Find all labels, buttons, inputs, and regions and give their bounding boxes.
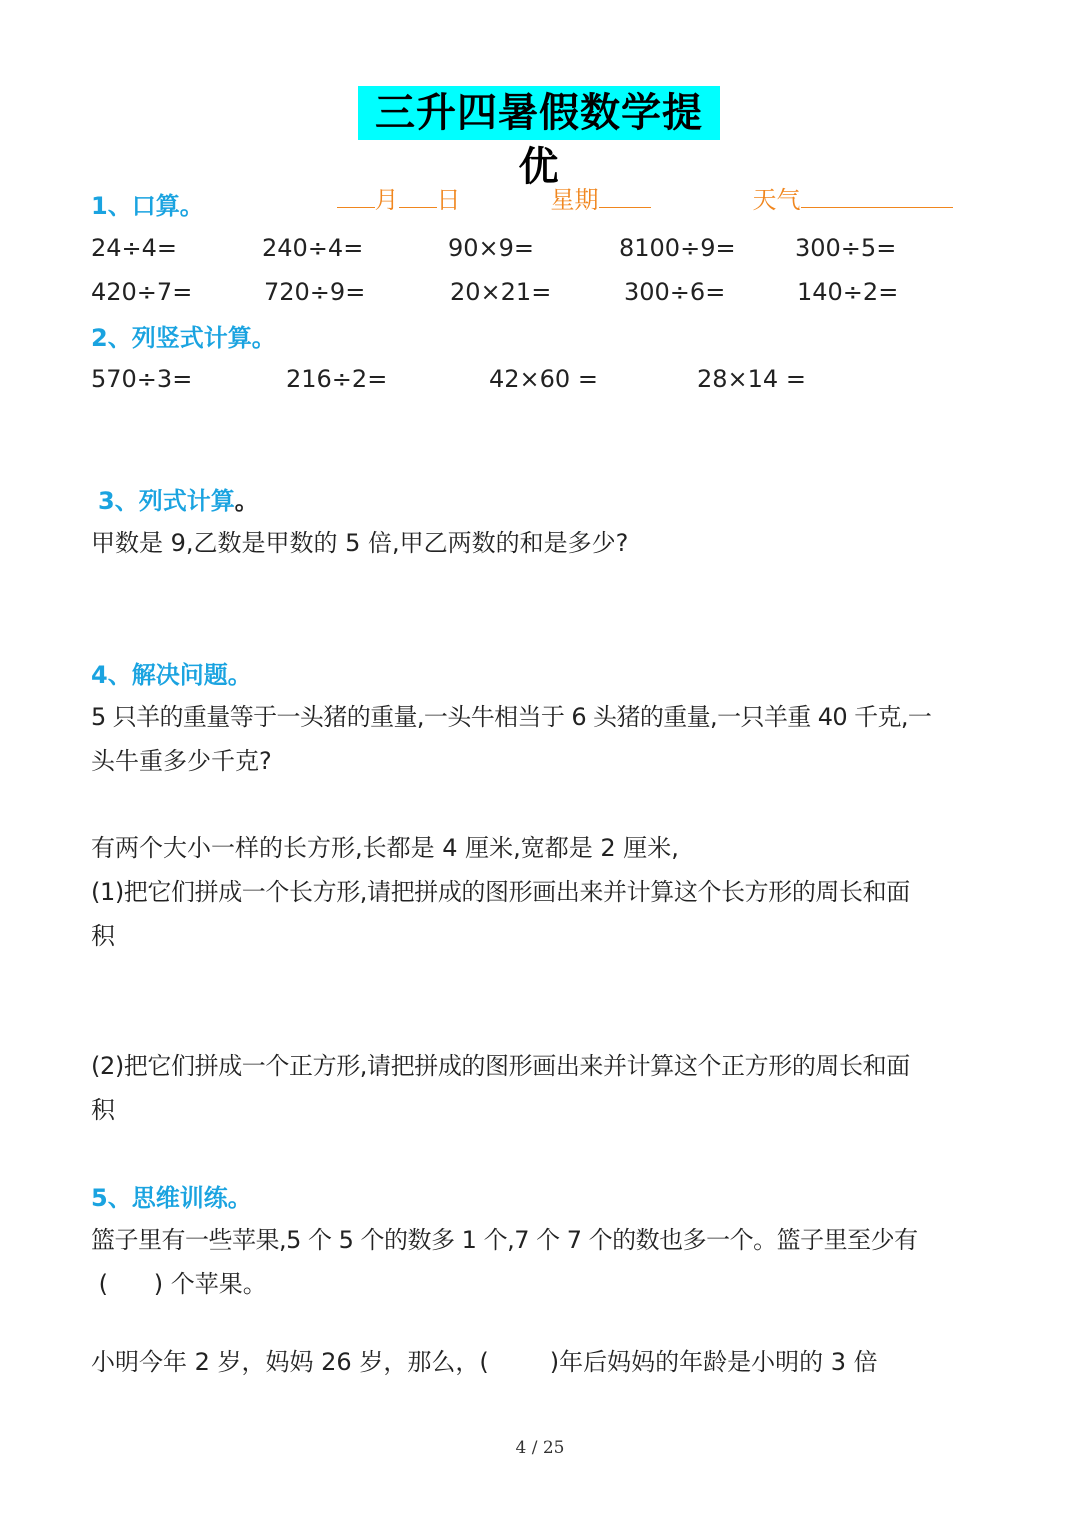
- worksheet-title: 三升四暑假数学提优: [358, 86, 720, 140]
- section4-q2-part1-line1: (1)把它们拼成一个长方形,请把拼成的图形画出来并计算这个长方形的周长和面: [91, 878, 910, 906]
- weather-label: 天气: [752, 186, 801, 214]
- weather-blank: [801, 183, 953, 208]
- mental-calc-7: 720÷9=: [264, 278, 366, 306]
- section4-q2-part2-line2: 积: [91, 1096, 115, 1124]
- section4-q1-line1: 5 只羊的重量等于一头猪的重量,一头牛相当于 6 头猪的重量,一只羊重 40 千克,一: [91, 703, 932, 731]
- mental-calc-9: 300÷6=: [624, 278, 726, 306]
- section4-q2-part2-line1: (2)把它们拼成一个正方形,请把拼成的图形画出来并计算这个正方形的周长和面: [91, 1052, 910, 1080]
- section3-heading-text: 3、列式计算: [98, 487, 235, 515]
- mental-calc-4: 8100÷9=: [619, 234, 736, 262]
- month-label: 月: [374, 186, 399, 214]
- mental-calc-5: 300÷5=: [795, 234, 897, 262]
- mental-calc-10: 140÷2=: [797, 278, 899, 306]
- day-blank: [399, 183, 437, 208]
- section5-heading: 5、思维训练。: [91, 1184, 252, 1212]
- vertical-calc-2: 216÷2=: [286, 365, 388, 393]
- section4-q2-part1-line2: 积: [91, 922, 115, 950]
- section5-q1-line2: ( ) 个苹果。: [91, 1270, 267, 1298]
- section2-heading: 2、列竖式计算。: [91, 324, 276, 352]
- page-indicator: 4 / 25: [515, 1438, 565, 1458]
- section1-heading: 1、口算。: [91, 192, 204, 220]
- section5-q2: 小明今年 2 岁，妈妈 26 岁，那么，( )年后妈妈的年龄是小明的 3 倍: [91, 1348, 878, 1376]
- section4-heading: 4、解决问题。: [91, 661, 252, 689]
- mental-calc-3: 90×9=: [448, 234, 535, 262]
- section3-heading: [98, 485, 259, 517]
- section5-q1-line1: 篮子里有一些苹果,5 个 5 个的数多 1 个,7 个 7 个的数也多一个。篮子里至少有: [91, 1226, 918, 1254]
- month-blank: [337, 183, 375, 208]
- vertical-calc-4: 28×14 =: [697, 365, 806, 393]
- mental-calc-8: 20×21=: [450, 278, 552, 306]
- vertical-calc-1: 570÷3=: [91, 365, 193, 393]
- day-label: 日: [436, 186, 461, 214]
- weekday-blank: [599, 183, 651, 208]
- weekday-label: 星期: [550, 186, 599, 214]
- section4-q2-intro: 有两个大小一样的长方形,长都是 4 厘米,宽都是 2 厘米,: [91, 834, 679, 862]
- section4-q1-line2: 头牛重多少千克?: [91, 747, 272, 775]
- section3-heading-period: 。: [234, 487, 259, 515]
- mental-calc-6: 420÷7=: [91, 278, 193, 306]
- mental-calc-1: 24÷4=: [91, 234, 178, 262]
- vertical-calc-3: 42×60 =: [489, 365, 598, 393]
- section3-question: 甲数是 9,乙数是甲数的 5 倍,甲乙两数的和是多少?: [91, 529, 629, 557]
- mental-calc-2: 240÷4=: [262, 234, 364, 262]
